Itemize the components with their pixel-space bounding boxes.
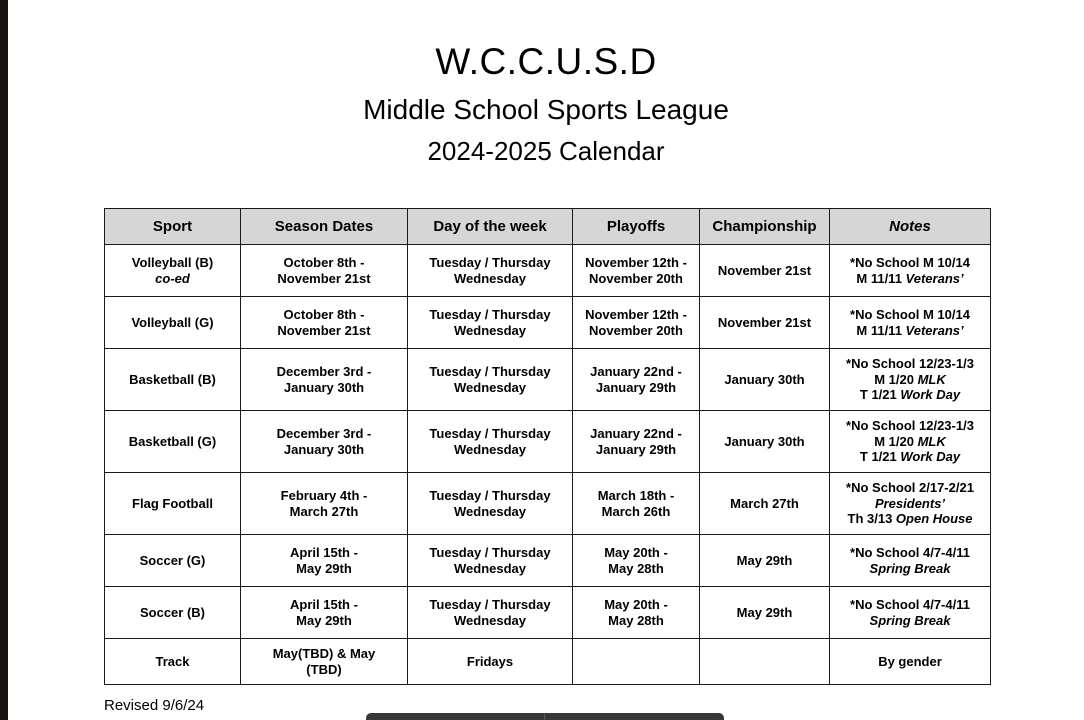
cell-line: May 28th: [608, 560, 664, 576]
cell-text: M 11/11: [856, 322, 906, 338]
cell-line: *No School M 10/14: [850, 307, 970, 322]
cell-season-dates: [241, 473, 408, 535]
cell-line: Tuesday / Thursday: [429, 488, 551, 503]
cell-season-dates: [241, 297, 408, 349]
viewer-bottom-toolbar[interactable]: [366, 713, 724, 720]
cell-text-emphasis: Veterans’: [905, 322, 964, 338]
cell-notes: [830, 411, 991, 473]
cell-line: October 8th -: [283, 255, 365, 270]
cell-line: March 26th: [601, 503, 671, 519]
cell-line: Flag Football: [132, 495, 213, 511]
cell-line: [834, 434, 986, 450]
cell-season-dates: [241, 245, 408, 297]
cell-day-of-week: [408, 639, 573, 685]
cell-day-of-week: [408, 349, 573, 411]
cell-line: [834, 613, 986, 629]
revised-date: Revised 9/6/24: [104, 697, 205, 714]
cell-line: May 29th: [296, 560, 352, 576]
column-header-sport: Sport: [105, 209, 241, 245]
cell-line: November 21st: [717, 262, 812, 278]
column-header-playoffs: Playoffs: [573, 209, 700, 245]
cell-line: May 20th -: [604, 545, 668, 560]
cell-line: [834, 496, 986, 512]
cell-line: November 21st: [277, 270, 371, 286]
cell-line: March 27th: [289, 503, 359, 519]
cell-season-dates: [241, 535, 408, 587]
cell-playoffs: [573, 587, 700, 639]
cell-line: January 29th: [595, 441, 677, 457]
cell-playoffs: [573, 411, 700, 473]
cell-sport: [105, 297, 241, 349]
cell-line: November 12th -: [585, 255, 687, 270]
cell-notes: [830, 349, 991, 411]
cell-text-emphasis: Spring Break: [869, 560, 951, 576]
toolbar-divider: [544, 713, 545, 720]
cell-season-dates: [241, 639, 408, 685]
cell-line: [834, 323, 986, 339]
cell-line: Wednesday: [453, 441, 526, 457]
cell-line: January 22nd -: [590, 426, 682, 441]
cell-line: March 18th -: [597, 488, 675, 503]
cell-championship: [700, 297, 830, 349]
cell-line: Wednesday: [453, 560, 526, 576]
cell-line: November 12th -: [585, 307, 687, 322]
cell-line: May 29th: [736, 552, 793, 568]
column-header-day-of-week: Day of the week: [408, 209, 573, 245]
column-header-notes: Notes: [830, 209, 991, 245]
table-row: [105, 245, 991, 297]
cell-text-emphasis: Presidents’: [874, 495, 946, 511]
cell-season-dates: [241, 349, 408, 411]
cell-line: *No School 4/7-4/11: [850, 597, 970, 612]
cell-line: *No School M 10/14: [850, 255, 970, 270]
viewer-left-rail: [0, 0, 8, 720]
page-subtitle: Middle School Sports League: [363, 94, 729, 125]
cell-day-of-week: [408, 587, 573, 639]
cell-line: Wednesday: [453, 322, 526, 338]
cell-line: By gender: [878, 653, 942, 669]
cell-line: Tuesday / Thursday: [429, 597, 551, 612]
cell-line: May 28th: [608, 612, 664, 628]
cell-text-emphasis: MLK: [917, 433, 946, 449]
table-row: [105, 411, 991, 473]
page-title: W.C.C.U.S.D: [435, 41, 657, 82]
table-row: [105, 297, 991, 349]
cell-line: May 29th: [736, 604, 793, 620]
cell-season-dates: [241, 587, 408, 639]
cell-playoffs: [573, 473, 700, 535]
cell-sport: [105, 639, 241, 685]
cell-line: Fridays: [466, 653, 514, 669]
cell-line: November 20th: [589, 270, 683, 286]
cell-text: T 1/21: [859, 449, 901, 465]
cell-text: T 1/21: [859, 387, 901, 403]
cell-line: January 30th: [724, 371, 805, 387]
table-header-row: [105, 209, 991, 245]
schedule-table: [104, 208, 991, 685]
cell-line: November 21st: [277, 322, 371, 338]
cell-text-emphasis: MLK: [917, 371, 946, 387]
cell-line: Tuesday / Thursday: [429, 545, 551, 560]
column-header-championship: Championship: [700, 209, 830, 245]
cell-playoffs: [573, 535, 700, 587]
cell-championship: [700, 245, 830, 297]
cell-line: (TBD): [306, 661, 342, 677]
table-header: [105, 209, 991, 245]
cell-text-emphasis: Veterans’: [905, 270, 964, 286]
cell-line: January 29th: [595, 379, 677, 395]
cell-line: Basketball (B): [129, 371, 216, 387]
cell-text-emphasis: Open House: [895, 511, 973, 527]
cell-line: Wednesday: [453, 379, 526, 395]
cell-line: December 3rd -: [276, 426, 372, 441]
cell-day-of-week: [408, 245, 573, 297]
cell-sport: [105, 587, 241, 639]
cell-text: M 1/20: [874, 371, 918, 387]
cell-line: Wednesday: [453, 503, 526, 519]
table-row: [105, 473, 991, 535]
cell-line: Track: [155, 653, 190, 669]
cell-sport: [105, 535, 241, 587]
cell-notes: [830, 473, 991, 535]
cell-line: Tuesday / Thursday: [429, 364, 551, 379]
table-row: [105, 639, 991, 685]
cell-line: Tuesday / Thursday: [429, 255, 551, 270]
cell-text-emphasis: Work Day: [900, 449, 961, 465]
cell-text-emphasis: Work Day: [900, 387, 961, 403]
cell-line: *No School 12/23-1/3: [846, 418, 974, 434]
cell-sport: [105, 473, 241, 535]
cell-line: *No School 2/17-2/21: [846, 480, 974, 496]
cell-line: [834, 372, 986, 388]
table-body: [105, 245, 991, 685]
cell-line-emphasis: co-ed: [155, 270, 190, 286]
cell-line: [834, 561, 986, 577]
table-row: [105, 587, 991, 639]
cell-championship: [700, 349, 830, 411]
cell-line: May 29th: [296, 612, 352, 628]
cell-sport: [105, 349, 241, 411]
cell-line: [834, 511, 986, 527]
cell-line: February 4th -: [280, 488, 368, 503]
document-page: [8, 0, 1084, 720]
cell-notes: [830, 587, 991, 639]
cell-line: April 15th -: [290, 545, 358, 560]
cell-line: January 22nd -: [590, 364, 682, 379]
page-subtitle-year: 2024-2025 Calendar: [427, 136, 665, 166]
cell-line: May 20th -: [604, 597, 668, 612]
cell-text: M 1/20: [874, 433, 918, 449]
cell-text: Th 3/13: [847, 511, 896, 527]
cell-line: Volleyball (B): [131, 255, 214, 270]
table-row: [105, 349, 991, 411]
cell-day-of-week: [408, 473, 573, 535]
cell-championship: [700, 411, 830, 473]
cell-playoffs: [573, 245, 700, 297]
cell-line: October 8th -: [283, 307, 365, 322]
cell-line: *No School 12/23-1/3: [846, 356, 974, 372]
cell-line: [834, 387, 986, 403]
document-heading: [8, 40, 1084, 170]
cell-line: Tuesday / Thursday: [429, 426, 551, 441]
cell-sport: [105, 411, 241, 473]
cell-line: Soccer (G): [139, 552, 206, 568]
cell-playoffs: [573, 297, 700, 349]
cell-line: Volleyball (G): [131, 314, 214, 330]
cell-notes: [830, 297, 991, 349]
cell-championship: [700, 535, 830, 587]
cell-sport: [105, 245, 241, 297]
cell-playoffs: [573, 639, 700, 685]
cell-championship: [700, 639, 830, 685]
cell-line: March 27th: [730, 495, 799, 511]
cell-line: [834, 271, 986, 287]
cell-line: Wednesday: [453, 612, 526, 628]
cell-line: January 30th: [283, 441, 365, 457]
cell-day-of-week: [408, 411, 573, 473]
cell-line: January 30th: [724, 433, 805, 449]
cell-line: December 3rd -: [276, 364, 372, 379]
cell-line: [834, 449, 986, 465]
cell-line: April 15th -: [290, 597, 358, 612]
cell-championship: [700, 587, 830, 639]
cell-notes: [830, 639, 991, 685]
cell-championship: [700, 473, 830, 535]
cell-line: Wednesday: [453, 270, 526, 286]
cell-line: May(TBD) & May: [272, 646, 376, 661]
cell-line: November 20th: [589, 322, 683, 338]
cell-day-of-week: [408, 297, 573, 349]
cell-line: January 30th: [283, 379, 365, 395]
cell-line: November 21st: [717, 314, 812, 330]
cell-line: *No School 4/7-4/11: [850, 545, 970, 560]
cell-playoffs: [573, 349, 700, 411]
table-row: [105, 535, 991, 587]
cell-line: Basketball (G): [128, 433, 217, 449]
cell-text-emphasis: Spring Break: [869, 612, 951, 628]
cell-notes: [830, 245, 991, 297]
cell-line: Tuesday / Thursday: [429, 307, 551, 322]
column-header-season-dates: Season Dates: [241, 209, 408, 245]
cell-day-of-week: [408, 535, 573, 587]
cell-text: M 11/11: [856, 270, 906, 286]
cell-notes: [830, 535, 991, 587]
cell-line: Soccer (B): [139, 604, 206, 620]
cell-season-dates: [241, 411, 408, 473]
schedule-table-wrapper: [104, 208, 990, 685]
